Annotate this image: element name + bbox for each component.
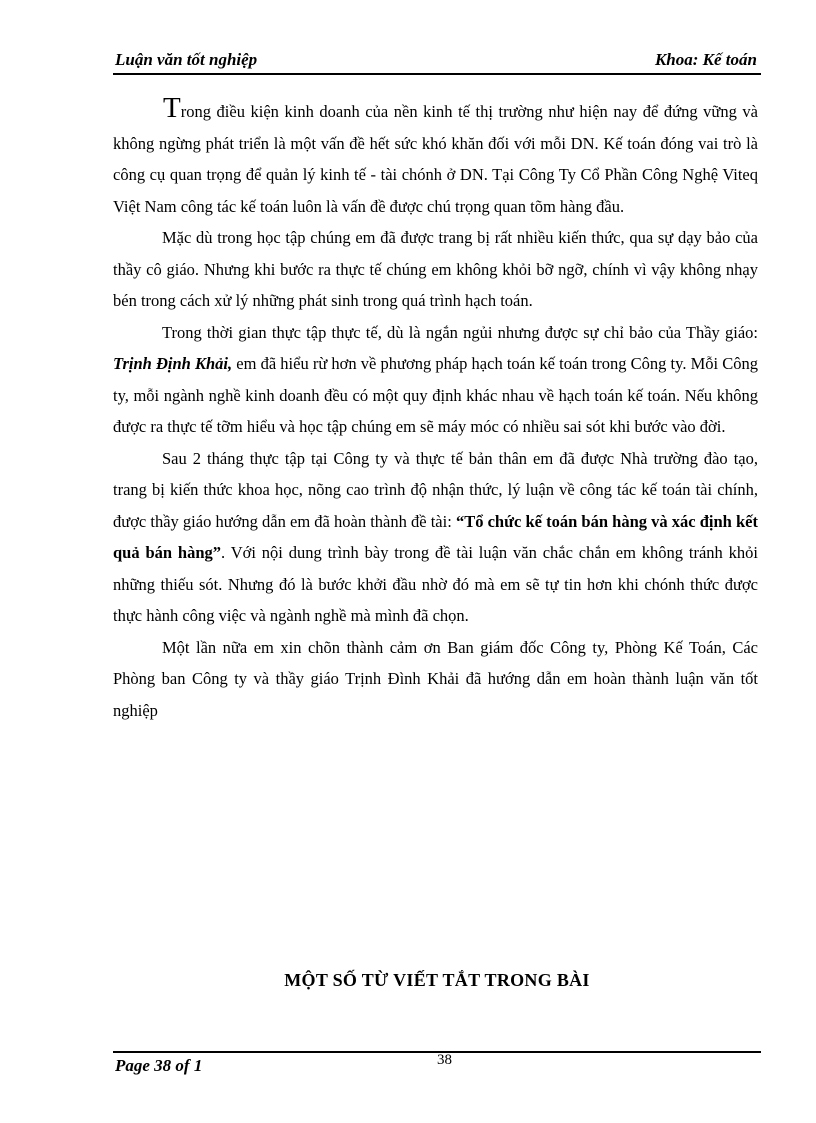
footer-page-number: 38	[437, 1052, 452, 1068]
header-divider	[113, 73, 761, 75]
paragraph-4	[113, 443, 758, 632]
paragraph-4-text-a: Sau 2 tháng thực tập tại Công ty và thực tế bản thân em đã được Nhà trường đào tạo, trang bị kiến thức khoa học, nõng cao trình độ nhận thức, lý luận về công tác kế toán tài chính, được thầy giáo hướng dẫn em đã hoàn thành đề tài:	[113, 448, 758, 531]
drop-cap: T	[163, 92, 181, 124]
intro-text: rong điều kiện kinh doanh của nền kinh tế thị trường như hiện nay để đứng vững và không ngừng phát triển là một vấn đề hết sức khó khăn đối với mỗi DN. Kế toán đóng vai trò là công cụ quan trọng để quản lý kinh tế - tài chónh ở DN. Tại Công Ty Cổ Phần Công Nghệ Viteq Việt Nam công tác kế toán luôn là vấn đề được chú trọng quan tõm hàng đầu.	[113, 102, 758, 216]
paragraph-3	[113, 317, 758, 443]
intro-paragraph	[113, 92, 758, 222]
paragraph-4-text-b: . Với nội dung trình bày trong đề tài luận văn chắc chắn em không tránh khỏi những thiếu sót. Nhưng đó là bước khởi đầu nhờ đó mà em sẽ tự tin hơn khi chónh thức được thực hành công việc và ngành nghề mà mình đã chọn.	[113, 543, 758, 625]
section-heading: MỘT SỐ TỪ VIẾT TẮT TRONG BÀI	[284, 970, 590, 990]
paragraph-5: Một lần nữa em xin chõn thành cảm ơn Ban giám đốc Công ty, Phòng Kế Toán, Các Phòng ban Công ty và thầy giáo Trịnh Đình Khải đã hướng dẫn em hoàn thành luận văn tốt nghiệp	[113, 637, 758, 720]
header-department: Khoa: Kế toán	[654, 50, 757, 69]
thesis-topic: “Tổ chức kế toán bán hàng và xác định kết quả bán hàng”	[113, 511, 758, 562]
paragraph-3-text-a: Trong thời gian thực tập thực tế, dù là ngắn ngủi nhưng được sự chỉ bảo của Thầy giáo:	[162, 322, 758, 342]
footer-page-label: Page 38 of 1	[115, 1056, 203, 1075]
teacher-name: Trịnh Định Khải,	[113, 354, 233, 373]
header-title: Luận văn tốt nghiệp	[115, 50, 258, 69]
page-header	[113, 48, 761, 72]
paragraph-2: Mặc dù trong học tập chúng em đã được trang bị rất nhiều kiến thức, qua sự dạy bảo của thầy cô giáo. Nhưng khi bước ra thực tế chúng em không khỏi bỡ ngỡ, chính vì vậy không nhạy bén trong cách xử lý những phát sinh trong quá trình hạch toán.	[113, 228, 758, 310]
paragraph-3-text-b: em đã hiểu rừ hơn về phương pháp hạch toán kế toán trong Công ty. Mỗi Công ty, mỗi ngành nghề kinh doanh đều có một quy định khác nhau về hạch toán kế toán. Nếu không được ra thực tế tỡm hiểu và học tập chúng em sẽ máy móc có nhiều sai sót khi bước vào đời.	[113, 354, 758, 436]
document-body	[113, 92, 758, 726]
